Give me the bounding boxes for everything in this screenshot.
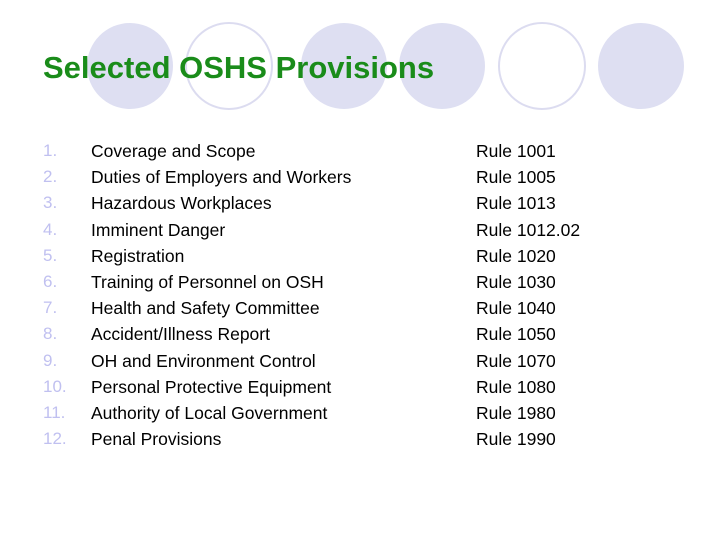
provision-label: Duties of Employers and Workers — [91, 167, 352, 188]
provision-row — [0, 400, 720, 426]
provision-number: 8. — [43, 324, 58, 344]
provision-row — [0, 243, 720, 269]
provision-number: 7. — [43, 298, 58, 318]
provision-number: 6. — [43, 271, 58, 291]
provision-rule: Rule 1050 — [476, 324, 556, 345]
provision-label: Training of Personnel on OSH — [91, 271, 324, 292]
provision-label: Hazardous Workplaces — [91, 193, 272, 214]
provision-number: 3. — [43, 193, 58, 213]
provision-rule: Rule 1001 — [476, 141, 556, 161]
provision-label: Accident/Illness Report — [91, 324, 270, 345]
provision-rule: Rule 1020 — [476, 245, 556, 266]
provision-rule: Rule 1005 — [476, 167, 556, 188]
provision-row — [0, 295, 720, 321]
provision-rule: Rule 1990 — [476, 429, 556, 450]
provision-label: Coverage and Scope — [91, 141, 256, 161]
provision-rule: Rule 1080 — [476, 376, 556, 397]
provision-number: 5. — [43, 245, 58, 265]
provision-number: 9. — [43, 350, 58, 370]
provision-rule: Rule 1030 — [476, 271, 556, 292]
provision-number: 1. — [43, 141, 58, 160]
decorative-circle-outline — [499, 23, 585, 109]
provision-number: 2. — [43, 167, 58, 187]
provision-label: Personal Protective Equipment — [91, 376, 332, 397]
provision-number: 12. — [43, 429, 67, 449]
provision-row — [0, 321, 720, 347]
provision-rule: Rule 1013 — [476, 193, 556, 214]
provision-number: 11. — [43, 402, 66, 422]
provision-row — [0, 426, 720, 452]
provision-row — [0, 348, 720, 374]
provisions-list — [0, 138, 720, 452]
provision-rule: Rule 1070 — [476, 350, 556, 371]
provision-label: OH and Environment Control — [91, 350, 316, 371]
provision-row — [0, 269, 720, 295]
provision-label: Health and Safety Committee — [91, 298, 320, 319]
provision-label: Penal Provisions — [91, 429, 222, 450]
provision-number: 4. — [43, 219, 58, 239]
provision-label: Registration — [91, 245, 185, 266]
provision-label: Authority of Local Government — [91, 402, 328, 423]
provision-number: 10. — [43, 376, 67, 396]
provision-rule: Rule 1012.02 — [476, 219, 581, 240]
provision-label: Imminent Danger — [91, 219, 226, 240]
decorative-circle-filled — [598, 23, 684, 109]
provision-row — [0, 374, 720, 400]
provision-row — [0, 138, 720, 164]
provision-row — [0, 164, 720, 190]
provision-row — [0, 217, 720, 243]
provision-row — [0, 190, 720, 216]
slide-title: Selected OSHS Provisions — [43, 50, 435, 85]
provision-rule: Rule 1980 — [476, 402, 556, 423]
provision-rule: Rule 1040 — [476, 298, 556, 319]
